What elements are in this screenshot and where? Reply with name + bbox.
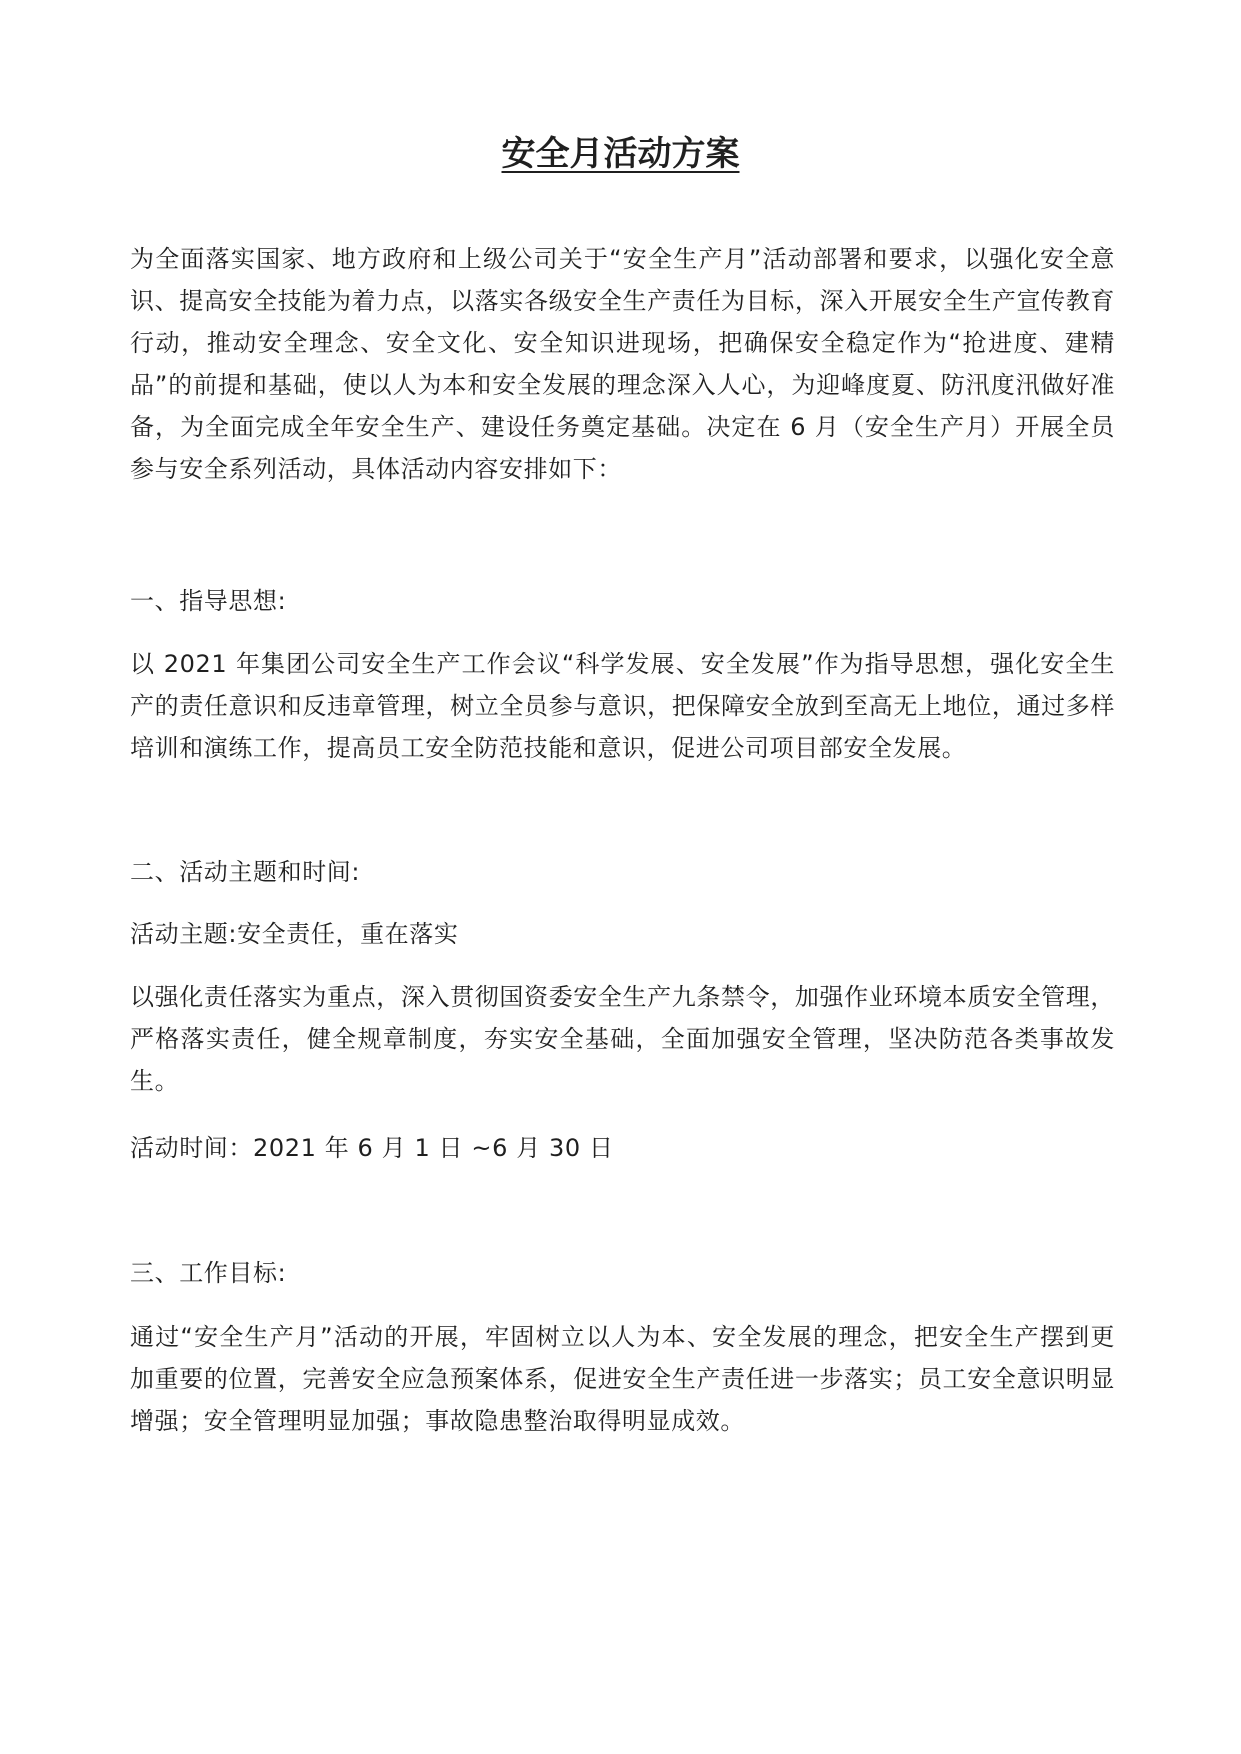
work-goals-paragraph: 通过“安全生产月”活动的开展，牢固树立以人为本、安全发展的理念，把安全生产摆到更加重要的位置，完善安全应急预案体系，促进安全生产责任进一步落实；员工安全意识明显增强；安全管理明显加强；事故隐患整治取得明显成效。 [130,1323,1115,1435]
section-heading-work-goals: 三、工作目标: [130,1259,287,1287]
activity-theme-line: 活动主题:安全责任，重在落实 [130,920,459,948]
guiding-ideology-paragraph: 以 2021 年集团公司安全生产工作会议“科学发展、安全发展”作为指导思想，强化安全生产的责任意识和反违章管理，树立全员参与意识，把保障安全放到至高无上地位，通过多样培训和演练工作，提高员工安全防范技能和意识，促进公司项目部安全发展。 [130,650,1115,762]
document-title-text: 安全月活动方案 [501,134,740,174]
document-title [0,128,1241,180]
activity-time-line: 活动时间：2021 年 6 月 1 日 ~6 月 30 日 [130,1134,614,1162]
section-heading-theme-and-time: 二、活动主题和时间: [130,858,361,886]
theme-description-paragraph: 以强化责任落实为重点，深入贯彻国资委安全生产九条禁令，加强作业环境本质安全管理，严格落实责任，健全规章制度，夯实安全基础，全面加强安全管理，坚决防范各类事故发生。 [130,983,1115,1095]
intro-paragraph: 为全面落实国家、地方政府和上级公司关于“安全生产月”活动部署和要求，以强化安全意识、提高安全技能为着力点，以落实各级安全生产责任为目标，深入开展安全生产宣传教育行动，推动安全理念、安全文化、安全知识进现场，把确保安全稳定作为“抢进度、建精品”的前提和基础，使以人为本和安全发展的理念深入人心，为迎峰度夏、防汛度汛做好准备，为全面完成全年安全生产、建设任务奠定基础。决定在 6 月（安全生产月）开展全员参与安全系列活动，具体活动内容安排如下： [130,245,1115,483]
section-heading-guiding-ideology: 一、指导思想: [130,587,287,615]
